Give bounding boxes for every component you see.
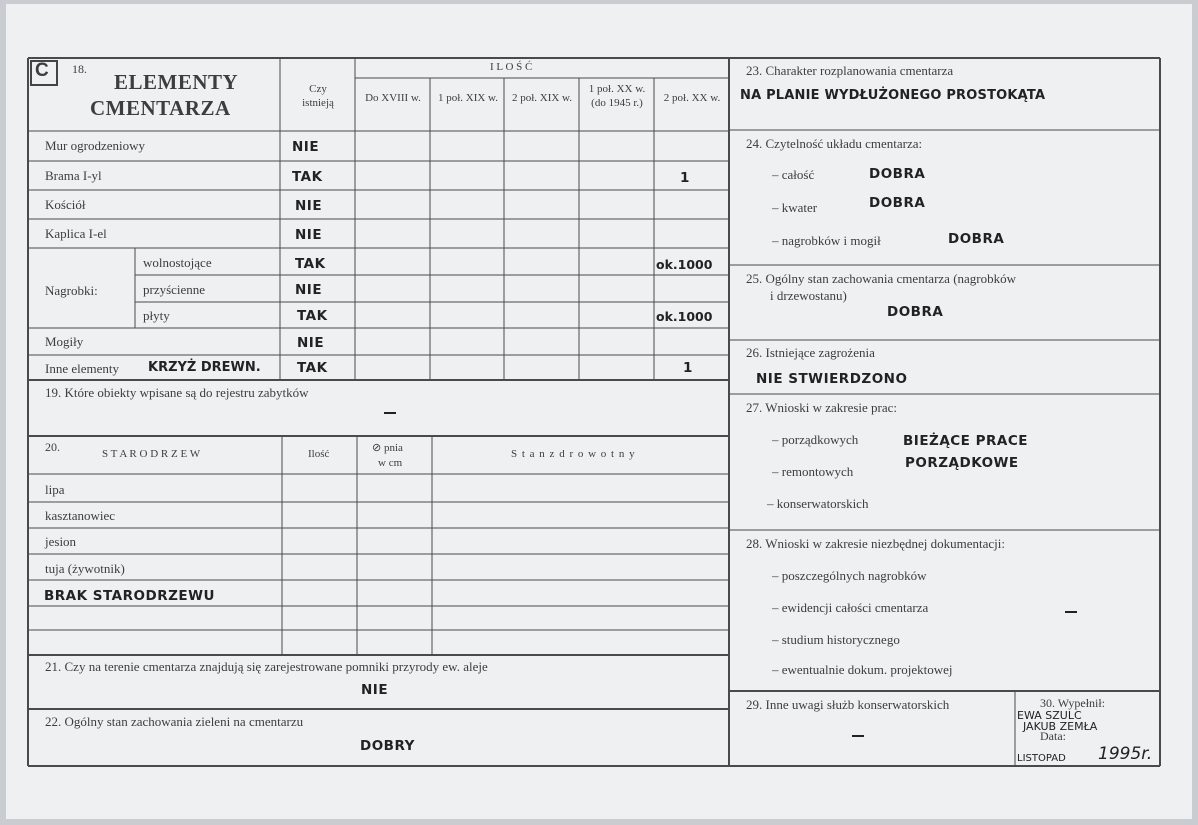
exists-value: NIE [295, 227, 323, 243]
exists-value: NIE [292, 139, 320, 155]
s22-value: DOBRY [360, 738, 415, 754]
exists-value: TAK [292, 169, 323, 185]
s18-title-line1: ELEMENTY [114, 70, 239, 94]
s28-item: – ewidencji całości cmentarza [772, 600, 929, 615]
section-letter: C [35, 60, 49, 81]
s22-label: 22. Ogólny stan zachowania zieleni na cmentarzu [45, 714, 304, 729]
exists-value: NIE [297, 335, 325, 351]
period-header-3: 2 poł. XIX w. [511, 92, 573, 104]
row-label: Mogiły [45, 334, 84, 349]
s27-item-label: – porządkowych [772, 432, 859, 447]
s24-item-value: DOBRA [948, 231, 1005, 247]
s29-dash [852, 735, 864, 737]
s28-label: 28. Wnioski w zakresie niezbędnej dokumentacji: [746, 536, 1005, 551]
s19-label: 19. Które obiekty wpisane są do rejestru zabytków [45, 385, 309, 400]
qty-value: ok.1000 [656, 257, 713, 272]
s18-title-line2: CMENTARZA [90, 96, 231, 120]
row-label: Inne elementy [45, 361, 119, 376]
s28-dash [1065, 611, 1077, 613]
s25-label: 25. Ogólny stan zachowania cmentarza (nagrobków [746, 271, 1017, 286]
fill-year: 1995r. [1098, 744, 1153, 764]
s25-value: DOBRA [887, 304, 944, 320]
tree-row: jesion [45, 534, 77, 549]
tree-row: lipa [45, 482, 65, 497]
s24-item-label: – nagrobków i mogił [772, 233, 881, 248]
exists-value: TAK [297, 360, 328, 376]
s23-value: NA PLANIE WYDŁUŻONEGO PROSTOKĄTA [740, 88, 1046, 103]
row-label: wolnostojące [143, 255, 212, 270]
s20-col-health: S t a n z d r o w o t n y [511, 448, 636, 460]
s28-item: – poszczególnych nagrobków [772, 568, 927, 583]
row-label: Brama I-yl [45, 168, 102, 183]
fill-month: LISTOPAD [1017, 753, 1066, 764]
col-exists-header: Czy istnieją [302, 83, 334, 109]
s24-item-label: – kwater [772, 200, 818, 215]
row-label: przyścienne [143, 282, 206, 297]
s19-dash [384, 412, 396, 414]
filler-name: JAKUB ZEMŁA [1023, 720, 1098, 733]
s23-label: 23. Charakter rozplanowania cmentarza [746, 63, 954, 78]
s18-number: 18. [72, 62, 87, 76]
s20-number: 20. [45, 440, 60, 454]
s20-col-diameter: ⊘ pnia [372, 442, 403, 454]
tree-row: kasztanowiec [45, 508, 116, 523]
s20-col-diameter-unit: w cm [378, 457, 403, 469]
row-label: Kościół [45, 197, 86, 212]
s21-value: NIE [361, 682, 389, 698]
tree-row: tuja (żywotnik) [45, 561, 125, 576]
row-label: płyty [143, 308, 170, 323]
filler-name: EWA SZULC [1017, 709, 1082, 722]
s24-item-value: DOBRA [869, 166, 926, 182]
s20-col-qty: Ilość [308, 448, 330, 460]
s30-label: 30. Wypełnił: [1040, 696, 1106, 710]
s27-item-value: BIEŻĄCE PRACE [903, 433, 1028, 449]
s20-note: BRAK STARODRZEWU [44, 588, 215, 604]
s26-label: 26. Istniejące zagrożenia [746, 345, 875, 360]
qty-value: 1 [683, 360, 693, 376]
exists-value: NIE [295, 282, 323, 298]
exists-value: TAK [295, 256, 326, 272]
s30-date-label: Data: [1040, 729, 1066, 743]
s27-item-label: – remontowych [772, 464, 854, 479]
s27-item-label: – konserwatorskich [767, 496, 869, 511]
s28-item: – ewentualnie dokum. projektowej [772, 662, 953, 677]
row-label: Kaplica I-el [45, 226, 107, 241]
s24-item-label: – całość [772, 167, 815, 182]
nagrobki-label: Nagrobki: [45, 283, 98, 298]
qty-value: 1 [680, 170, 690, 186]
s20-title: S T A R O D R Z E W [102, 448, 201, 460]
other-element-value: KRZYŻ DREWN. [148, 360, 261, 375]
qty-value: ok.1000 [656, 309, 713, 324]
s27-item-value: PORZĄDKOWE [905, 455, 1019, 471]
period-header-1: Do XVIII w. [365, 92, 421, 104]
s24-label: 24. Czytelność układu cmentarza: [746, 136, 923, 151]
s26-value: NIE STWIERDZONO [756, 371, 908, 387]
s24-item-value: DOBRA [869, 195, 926, 211]
period-header-5: 2 poł. XX w. [663, 92, 721, 104]
s25-label-cont: i drzewostanu) [770, 288, 847, 303]
s27-label: 27. Wnioski w zakresie prac: [746, 400, 898, 415]
period-header-4: 1 poł. XX w. (do 1945 r.) [588, 83, 646, 109]
exists-value: NIE [295, 198, 323, 214]
exists-value: TAK [297, 308, 328, 324]
s21-label: 21. Czy na terenie cmentarza znajdują się zarejestrowane pomniki przyrody ew. aleje [45, 659, 488, 674]
row-label: Mur ogrodzeniowy [45, 138, 146, 153]
s29-label: 29. Inne uwagi służb konserwatorskich [746, 697, 950, 712]
col-quantity-header: I L O Ś Ć [490, 61, 533, 73]
s28-item: – studium historycznego [772, 632, 900, 647]
period-header-2: 1 poł. XIX w. [437, 92, 499, 104]
